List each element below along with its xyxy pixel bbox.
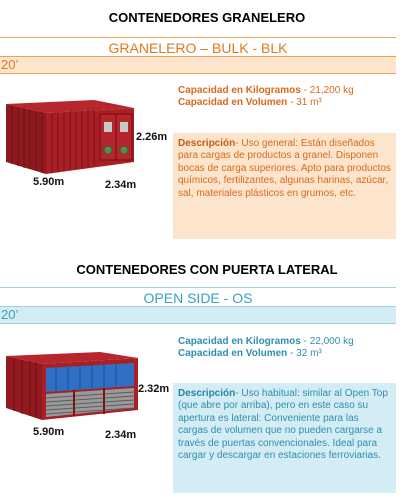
openside-size-label: 20’ bbox=[0, 306, 396, 324]
granelero-capacity-kg bbox=[178, 85, 354, 97]
bulk-container-image bbox=[2, 96, 138, 178]
openside-description-text: - Uso habitual: similar al Open Top (que abre por arriba), pero en este caso su apertura es lateral: Conveniente para las cargas de volumen que no pueden cargarse a través de puertas convencionales. Ideal para cargar y descargar en estaciones ferroviarias. bbox=[178, 388, 388, 462]
openside-capacity-kg bbox=[178, 336, 354, 348]
granelero-capacity-kg-label: Capacidad en Kilogramos bbox=[178, 85, 301, 96]
granelero-capacity-volume bbox=[178, 97, 322, 109]
granelero-description-label: Descripción bbox=[178, 138, 236, 149]
granelero-description-text: - Uso general: Están diseñados para cargas de productos a granel. Disponen bocas de carga superiores. Apto para productos químicos, fertilizantes, algunas harinas, azúcar, sal, materiales plásticos en grumos, etc. bbox=[178, 138, 391, 199]
openside-description-label: Descripción bbox=[178, 388, 236, 399]
granelero-height-dim: 2.26m bbox=[136, 131, 168, 143]
openside-capacity-volume bbox=[178, 348, 322, 360]
open-side-container-image bbox=[2, 348, 142, 424]
granelero-capacity-volume-label: Capacidad en Volumen bbox=[178, 97, 288, 108]
openside-type-band: OPEN SIDE - OS bbox=[0, 287, 396, 309]
openside-length-dim: 5.90m bbox=[33, 426, 65, 438]
granelero-capacity-volume-value: - 31 m³ bbox=[287, 97, 322, 108]
granelero-type-band: GRANELERO – BULK - BLK bbox=[0, 37, 396, 59]
granelero-description-box bbox=[173, 133, 396, 239]
granelero-width-dim: 2.34m bbox=[105, 179, 137, 191]
openside-capacity-volume-value: - 32 m³ bbox=[287, 348, 322, 359]
openside-height-dim: 2.32m bbox=[138, 383, 170, 395]
granelero-title: CONTENEDORES GRANELERO bbox=[108, 10, 306, 25]
openside-capacity-volume-label: Capacidad en Volumen bbox=[178, 348, 288, 359]
openside-capacity-kg-label: Capacidad en Kilogramos bbox=[178, 336, 301, 347]
openside-description-box bbox=[173, 383, 396, 493]
openside-title: CONTENEDORES CON PUERTA LATERAL bbox=[76, 262, 338, 277]
openside-width-dim: 2.34m bbox=[105, 429, 137, 441]
granelero-size-label: 20’ bbox=[0, 56, 396, 74]
granelero-length-dim: 5.90m bbox=[33, 176, 65, 188]
granelero-capacity-kg-value: - 21,200 kg bbox=[300, 85, 354, 96]
openside-capacity-kg-value: - 22,000 kg bbox=[300, 336, 354, 347]
